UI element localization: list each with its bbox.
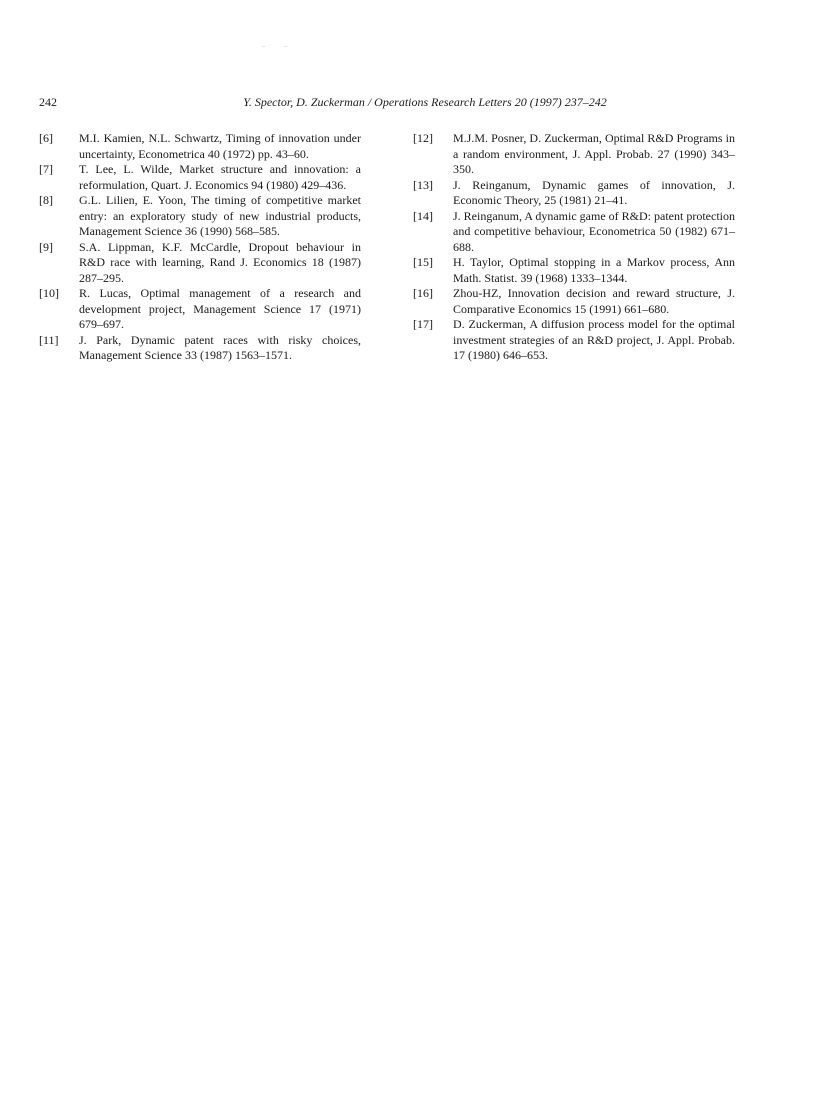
reference-number: [16] (413, 286, 433, 300)
reference-number: [15] (413, 255, 433, 269)
reference-entry (39, 333, 361, 364)
reference-text: J. Reinganum, Dynamic games of innovation, J. Economic Theory, 25 (1981) 21–41. (453, 177, 735, 207)
reference-number: [11] (39, 332, 59, 347)
reference-text: G.L. Lilien, E. Yoon, The timing of competitive market entry: an exploratory study of new industrial products, Management Science 36 (1990) 568–585. (79, 193, 361, 238)
reference-entry (413, 209, 735, 256)
reference-entry (39, 193, 361, 240)
reference-text: S.A. Lippman, K.F. McCardle, Dropout behaviour in R&D race with learning, Rand J. Economics 18 (1987) 287–295. (79, 239, 361, 285)
scan-speck (262, 46, 265, 47)
reference-entry (413, 286, 735, 317)
reference-number: [12] (413, 131, 433, 145)
reference-number: [14] (413, 208, 433, 223)
reference-text: T. Lee, L. Wilde, Market structure and innovation: a reformulation, Quart. J. Economics 94 (1980) 429–436. (79, 162, 361, 192)
reference-text: J. Reinganum, A dynamic game of R&D: patent protection and competitive behaviour, Econometrica 50 (1982) 671–688. (453, 208, 735, 254)
reference-entry (39, 286, 361, 333)
reference-text: J. Park, Dynamic patent races with risky choices, Management Science 33 (1987) 1563–1571. (79, 332, 361, 362)
reference-text: Zhou-HZ, Innovation decision and reward structure, J. Comparative Economics 15 (1991) 661–680. (453, 286, 735, 316)
reference-text: H. Taylor, Optimal stopping in a Markov process, Ann Math. Statist. 39 (1968) 1333–1344. (453, 255, 735, 285)
reference-entry (39, 162, 361, 193)
references-left-column (39, 131, 361, 364)
reference-entry (413, 317, 735, 364)
reference-number: [17] (413, 317, 433, 331)
reference-number: [13] (413, 177, 433, 192)
reference-number: [8] (39, 193, 53, 207)
scan-speck (284, 46, 287, 47)
page-number: 242 (39, 95, 57, 109)
reference-text: D. Zuckerman, A diffusion process model for the optimal investment strategies of an R&D project, J. Appl. Probab. 17 (1980) 646–653. (453, 317, 735, 362)
reference-entry (39, 131, 361, 162)
reference-text: M.I. Kamien, N.L. Schwartz, Timing of innovation under uncertainty, Econometrica 40 (1972) pp. 43–60. (79, 131, 361, 161)
reference-text: M.J.M. Posner, D. Zuckerman, Optimal R&D Programs in a random environment, J. Appl. Probab. 27 (1990) 343–350. (453, 131, 735, 176)
reference-number: [9] (39, 239, 53, 254)
references-right-column (413, 131, 735, 364)
reference-text: R. Lucas, Optimal management of a research and development project, Management Science 17 (1971) 679–697. (79, 286, 361, 331)
reference-number: [7] (39, 162, 53, 176)
reference-entry (39, 240, 361, 287)
reference-entry (413, 255, 735, 286)
reference-number: [10] (39, 286, 59, 300)
reference-entry (413, 178, 735, 209)
reference-entry (413, 131, 735, 178)
running-head: Y. Spector, D. Zuckerman / Operations Research Letters 20 (1997) 237–242 (243, 95, 607, 109)
reference-number: [6] (39, 131, 53, 145)
